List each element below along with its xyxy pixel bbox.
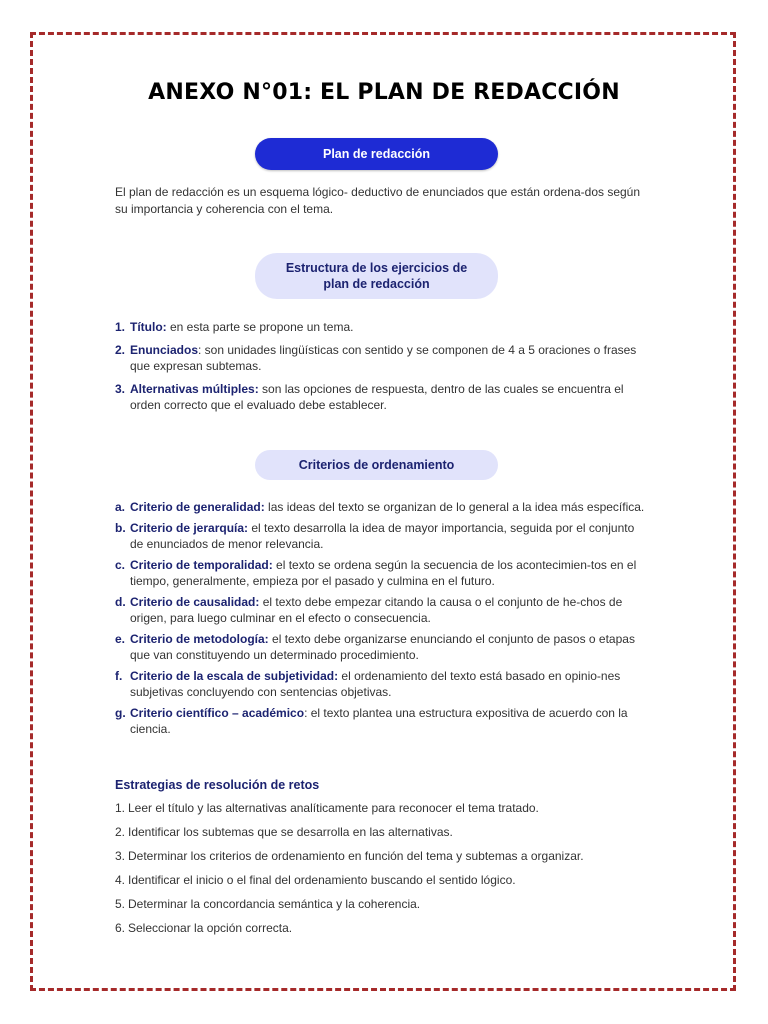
list-text: el texto se ordena según la secuencia de los acontecimien-tos en el tiempo, generalmente, empieza por el pasado y culmina en el futuro. [130, 558, 637, 588]
list-marker: b. [115, 521, 126, 535]
list-item [115, 872, 645, 888]
list-term: Enunciados [130, 343, 199, 357]
list-text: : son unidades lingüísticas con sentido y se componen de 4 a 5 oraciones o frases que expresan subtemas. [130, 343, 637, 373]
list-item [115, 520, 645, 552]
list-marker: 5. [115, 897, 126, 911]
list-text: en esta parte se propone un tema. [166, 320, 354, 334]
list-item [115, 920, 645, 936]
list-item [115, 381, 645, 413]
section-badge-label: Plan de redacción [323, 147, 430, 161]
list-text: Determinar la concordancia semántica y la coherencia. [128, 897, 421, 911]
list-item [115, 800, 645, 816]
list-text: Identificar los subtemas que se desarrolla en las alternativas. [128, 825, 453, 839]
list-term: Criterio de temporalidad: [130, 558, 273, 572]
list-text: el texto debe empezar citando la causa o el conjunto de he-chos de origen, para luego culminar en el efecto o consecuencia. [130, 595, 623, 625]
list-marker: 2. [115, 343, 126, 357]
list-item [115, 342, 645, 374]
list-term: Título: [130, 320, 167, 334]
list-term: Criterio científico – académico [130, 706, 305, 720]
list-text: el texto desarrolla la idea de mayor importancia, seguida por el conjunto de enunciados de menor relevancia. [130, 521, 635, 551]
list-text: Leer el título y las alternativas analíticamente para reconocer el tema tratado. [128, 801, 539, 815]
list-term: Alternativas múltiples: [130, 382, 259, 396]
list-item [115, 631, 645, 663]
list-term: Criterio de la escala de subjetividad: [130, 669, 339, 683]
list-text: Identificar el inicio o el final del ordenamiento buscando el sentido lógico. [128, 873, 516, 887]
strategies-list [115, 800, 645, 936]
list-text: las ideas del texto se organizan de lo general a la idea más específica. [264, 500, 645, 514]
list-item [115, 705, 645, 737]
page-title: ANEXO N°01: EL PLAN DE REDACCIÓN [148, 80, 620, 105]
list-text: Seleccionar la opción correcta. [128, 921, 293, 935]
list-marker: 1. [115, 320, 126, 334]
list-term: Criterio de causalidad: [130, 595, 260, 609]
list-marker: f. [115, 669, 123, 683]
list-term: Criterio de generalidad: [130, 500, 265, 514]
list-term: Criterio de jerarquía: [130, 521, 249, 535]
section-badge-label: Criterios de ordenamiento [298, 458, 455, 472]
list-item [115, 824, 645, 840]
list-text: son las opciones de respuesta, dentro de las cuales se encuentra el orden correcto que el evaluado debe establecer. [130, 382, 624, 412]
list-marker: e. [115, 632, 126, 646]
definition-paragraph: El plan de redacción es un esquema lógico- deductivo de enunciados que están ordena-dos según su importancia y coherencia con el tema. [115, 185, 641, 216]
list-item [115, 848, 645, 864]
list-marker: c. [115, 558, 126, 572]
list-text: Determinar los criterios de ordenamiento en función del tema y subtemas a organizar. [128, 849, 584, 863]
list-text: el texto debe organizarse enunciando el conjunto de pasos o etapas que van constituyendo un determinado procedimiento. [130, 632, 635, 662]
list-marker: 2. [115, 825, 126, 839]
list-marker: d. [115, 595, 126, 609]
section-badge-plan-de-redaccion [255, 138, 498, 170]
list-marker: 3. [115, 849, 126, 863]
list-item [115, 594, 645, 626]
list-text: el ordenamiento del texto está basado en opinio-nes subjetivas concluyendo con sentencias objetivas. [130, 669, 621, 699]
structure-list [115, 319, 645, 413]
section-badge-estructura [255, 253, 498, 299]
criteria-list [115, 499, 645, 737]
list-marker: g. [115, 706, 126, 720]
list-marker: 1. [115, 801, 126, 815]
list-item [115, 319, 645, 335]
list-marker: 3. [115, 382, 126, 396]
list-marker: 4. [115, 873, 126, 887]
list-marker: a. [115, 500, 126, 514]
list-item [115, 668, 645, 700]
list-item [115, 557, 645, 589]
strategies-heading: Estrategias de resolución de retos [115, 778, 320, 792]
section-badge-criterios [255, 450, 498, 480]
list-item [115, 499, 645, 515]
section-badge-label-line1: Estructura de los ejercicios de [285, 261, 468, 275]
section-badge-label-line2: plan de redacción [323, 277, 430, 291]
list-text: : el texto plantea una estructura expositiva de acuerdo con la ciencia. [130, 706, 628, 736]
list-item [115, 896, 645, 912]
list-term: Criterio de metodología: [130, 632, 269, 646]
list-marker: 6. [115, 921, 126, 935]
